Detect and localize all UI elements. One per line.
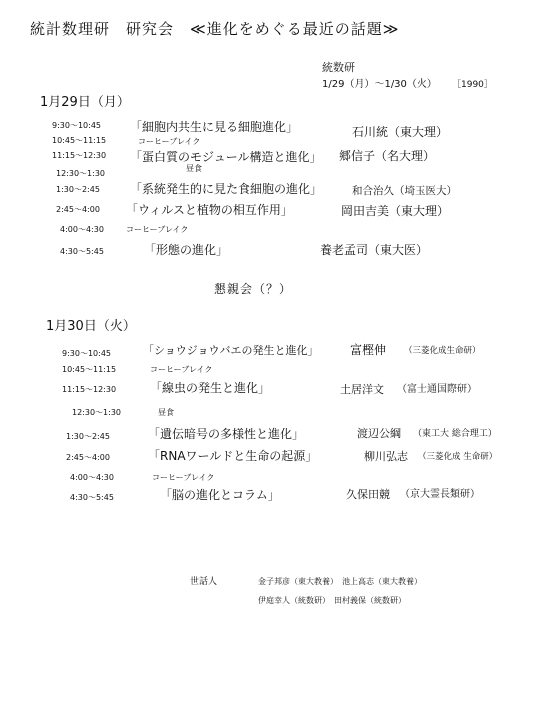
document-title: 統計数理研 研究会 ≪進化をめぐる最近の話題≫ bbox=[30, 20, 400, 38]
event-year: ［1990］ bbox=[452, 80, 493, 90]
day2-row3-title: 「線虫の発生と進化」 bbox=[150, 381, 271, 395]
day2-row7-time: 4:00〜4:30 bbox=[70, 473, 114, 482]
day2-row1-title: 「ショウジョウバエの発生と進化」 bbox=[143, 344, 319, 357]
reception-note: 懇親会（？） bbox=[214, 282, 293, 296]
day1-row1-title: 「細胞内共生に見る細胞進化」 bbox=[130, 120, 299, 134]
day2-row5-speaker: 渡辺公綱 bbox=[357, 427, 401, 440]
day1-heading: 1月29日（月） bbox=[40, 95, 130, 110]
day2-heading: 1月30日（火） bbox=[46, 319, 136, 334]
day2-row5-time: 1:30〜2:45 bbox=[66, 432, 110, 441]
day1-row5-title: 「系統発生的に見た食細胞の進化」 bbox=[130, 182, 323, 196]
day1-row2-time: 10:45〜11:15 bbox=[52, 136, 107, 145]
organizers-line2: 伊庭幸人（統数研） 田村義保（統数研） bbox=[258, 596, 406, 605]
day2-row2-break: コーヒーブレイク bbox=[150, 365, 213, 374]
day1-row4-lunch: 昼食 bbox=[186, 164, 202, 173]
day1-row8-title: 「形態の進化」 bbox=[144, 243, 229, 257]
day1-row8-speaker: 養老孟司（東大医） bbox=[320, 243, 429, 257]
day1-row3-time: 11:15〜12:30 bbox=[52, 151, 107, 160]
day2-row8-title: 「脳の進化とコラム」 bbox=[160, 488, 280, 502]
day1-row5-speaker: 和合治久（埼玉医大） bbox=[352, 185, 457, 197]
day2-row7-break: コーヒーブレイク bbox=[152, 473, 215, 482]
day1-row8-time: 4:30〜5:45 bbox=[60, 247, 104, 256]
event-dates: 1/29（月）〜1/30（火） bbox=[322, 79, 437, 90]
day2-row3-time: 11:15〜12:30 bbox=[62, 385, 117, 394]
day2-row6-time: 2:45〜4:00 bbox=[66, 453, 110, 462]
organizer-name: 統数研 bbox=[322, 61, 355, 74]
day1-row6-time: 2:45〜4:00 bbox=[56, 205, 100, 214]
day1-row2-break: コーヒーブレイク bbox=[138, 137, 201, 146]
day1-row1-speaker: 石川統（東大理） bbox=[352, 125, 449, 139]
day1-row7-time: 4:00〜4:30 bbox=[60, 225, 104, 234]
day2-row4-lunch: 昼食 bbox=[158, 408, 174, 417]
day2-row1-speaker: 富樫伸 bbox=[350, 343, 387, 357]
day2-row3-affiliation: （富士通国際研） bbox=[397, 384, 477, 395]
day1-row5-time: 1:30〜2:45 bbox=[56, 185, 100, 194]
day2-row2-time: 10:45〜11:15 bbox=[62, 365, 117, 374]
day2-row8-affiliation: （京大霊長類研） bbox=[400, 489, 480, 500]
day2-row6-title: 「RNAワールドと生命の起源」 bbox=[148, 449, 318, 463]
day2-row8-speaker: 久保田競 bbox=[346, 488, 390, 501]
day2-row1-affiliation: （三菱化成生命研） bbox=[404, 346, 481, 356]
day2-row3-speaker: 土居洋文 bbox=[340, 383, 384, 396]
day1-row3-speaker: 郷信子（名大理） bbox=[339, 149, 436, 163]
day1-row7-break: コーヒーブレイク bbox=[126, 225, 189, 234]
day2-row6-speaker: 柳川弘志 bbox=[364, 450, 408, 463]
day1-row6-speaker: 岡田吉美（東大理） bbox=[341, 204, 450, 218]
day1-row6-title: 「ウィルスと植物の相互作用」 bbox=[126, 203, 293, 217]
organizers-label: 世話人 bbox=[190, 577, 218, 587]
day1-row4-time: 12:30〜1:30 bbox=[56, 169, 106, 178]
day2-row5-title: 「遺伝暗号の多様性と進化」 bbox=[148, 427, 305, 441]
organizers-line1: 金子邦彦（東大教養） 池上高志（東大教養） bbox=[258, 577, 422, 586]
day2-row6-affiliation: （三菱化成 生命研） bbox=[418, 452, 498, 462]
day1-row3-title: 「蛋白質のモジュール構造と進化」 bbox=[130, 150, 322, 164]
day2-row5-affiliation: （東工大 総合理工） bbox=[413, 429, 497, 439]
day2-row4-time: 12:30〜1:30 bbox=[72, 408, 122, 417]
day2-row8-time: 4:30〜5:45 bbox=[70, 493, 114, 502]
day2-row1-time: 9:30〜10:45 bbox=[62, 349, 112, 358]
day1-row1-time: 9:30〜10:45 bbox=[52, 121, 102, 130]
